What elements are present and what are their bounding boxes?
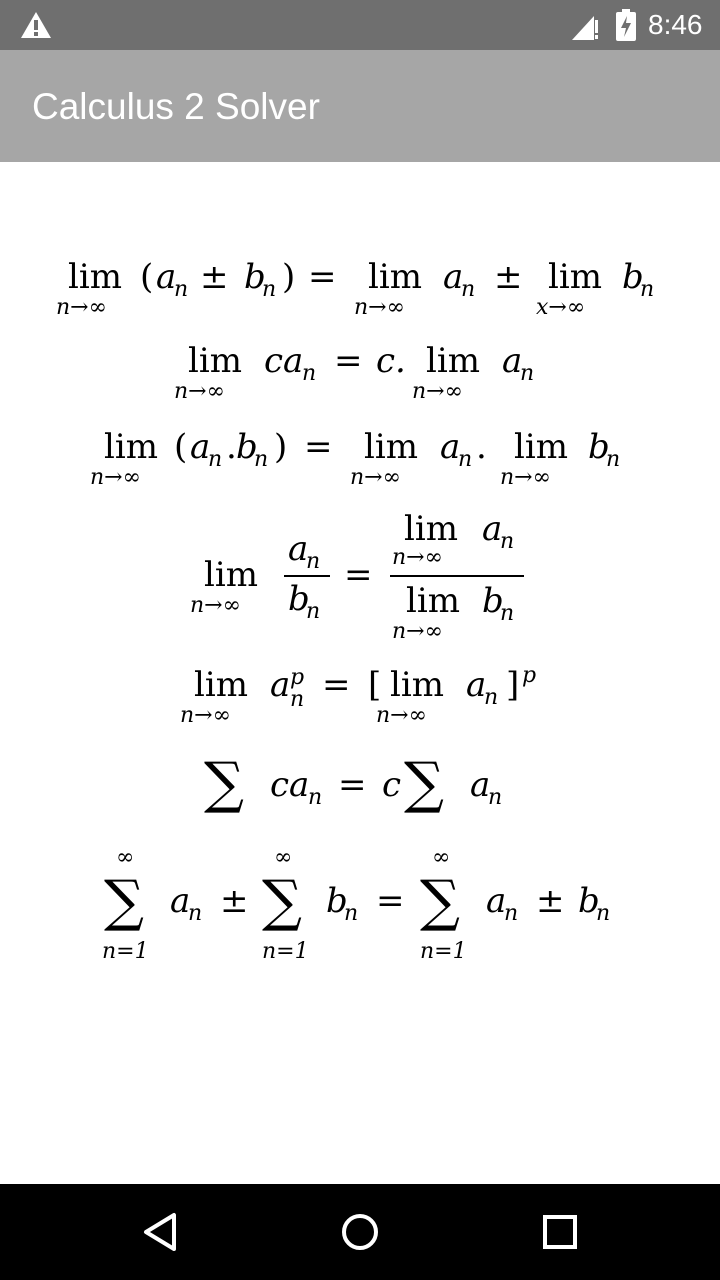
svg-text:a: a (502, 341, 523, 381)
svg-text:n: n (458, 447, 473, 472)
svg-text:=: = (322, 665, 351, 705)
svg-text:n→∞: n→∞ (90, 465, 141, 490)
svg-text:b: b (236, 427, 258, 467)
formula-limit-sum (56, 257, 654, 320)
svg-text:n→∞: n→∞ (392, 545, 443, 570)
recents-icon[interactable] (536, 1208, 584, 1256)
svg-text:n→∞: n→∞ (190, 593, 241, 618)
svg-text:ca: ca (270, 765, 310, 805)
svg-text:x→∞: x→∞ (536, 295, 586, 320)
svg-text:n: n (302, 361, 317, 386)
svg-text:b: b (588, 427, 610, 467)
svg-text:n: n (484, 685, 499, 710)
home-icon[interactable] (336, 1208, 384, 1256)
svg-text:n: n (500, 601, 515, 626)
svg-text:n: n (188, 901, 203, 926)
svg-text:n→∞: n→∞ (56, 295, 107, 320)
svg-text:∞: ∞ (116, 845, 135, 870)
app-title: Calculus 2 Solver (32, 86, 320, 127)
svg-text:lim: lim (68, 257, 122, 297)
svg-text:±: ± (536, 881, 565, 921)
svg-text:∑: ∑ (404, 751, 444, 816)
svg-text:[: [ (368, 665, 382, 705)
svg-text:n→∞: n→∞ (412, 379, 463, 404)
svg-text:n: n (596, 901, 611, 926)
svg-text:c.: c. (376, 341, 406, 381)
svg-text:n→∞: n→∞ (354, 295, 405, 320)
svg-text:=: = (376, 881, 405, 921)
svg-text:∑: ∑ (204, 751, 244, 816)
svg-text:b: b (578, 881, 600, 921)
svg-text:a: a (288, 529, 309, 569)
svg-text:(: ( (140, 257, 154, 297)
svg-text:lim: lim (390, 665, 444, 705)
svg-text:∑: ∑ (420, 869, 460, 934)
svg-text:.: . (226, 427, 237, 467)
svg-text:n=1: n=1 (420, 939, 467, 964)
svg-text:n=1: n=1 (102, 939, 149, 964)
content-area (0, 162, 720, 1184)
svg-text:=: = (304, 427, 333, 467)
svg-text:±: ± (494, 257, 523, 297)
svg-text:n: n (208, 447, 223, 472)
svg-text:ca: ca (264, 341, 304, 381)
svg-text:a: a (466, 665, 487, 705)
svg-text:n: n (606, 447, 621, 472)
svg-text:b: b (288, 579, 310, 619)
status-bar (0, 0, 720, 50)
svg-text:a: a (190, 427, 211, 467)
svg-text:∞: ∞ (432, 845, 451, 870)
svg-text:n: n (290, 687, 305, 712)
svg-text:n: n (640, 277, 655, 302)
formula-limit-constant (174, 341, 534, 404)
svg-text:n→∞: n→∞ (174, 379, 225, 404)
svg-text:b: b (622, 257, 644, 297)
svg-text:lim: lim (368, 257, 422, 297)
svg-text:=: = (338, 765, 367, 805)
svg-text:c: c (382, 765, 402, 805)
svg-text:a: a (440, 427, 461, 467)
limit-rules-formula-image (0, 162, 720, 1184)
svg-text:a: a (170, 881, 191, 921)
svg-text:∑: ∑ (104, 869, 144, 934)
svg-text:a: a (443, 257, 464, 297)
svg-text:p: p (290, 665, 305, 690)
app-bar (0, 50, 720, 162)
svg-text:a: a (470, 765, 491, 805)
svg-text:p: p (522, 663, 537, 688)
svg-text:∑: ∑ (262, 869, 302, 934)
svg-text:lim: lim (104, 427, 158, 467)
svg-text:n: n (488, 785, 503, 810)
svg-text:): ) (282, 257, 296, 297)
svg-text:]: ] (506, 665, 520, 705)
svg-text:n: n (504, 901, 519, 926)
svg-text:±: ± (200, 257, 229, 297)
svg-text:n: n (344, 901, 359, 926)
warning-icon (20, 11, 52, 39)
svg-text:lim: lim (514, 427, 568, 467)
svg-text:n: n (306, 599, 321, 624)
svg-text:n: n (306, 549, 321, 574)
svg-text:=: = (344, 555, 373, 595)
svg-text:lim: lim (426, 341, 480, 381)
svg-text:n: n (461, 277, 476, 302)
svg-text:lim: lim (406, 581, 460, 621)
svg-text:lim: lim (194, 665, 248, 705)
svg-text:a: a (482, 509, 503, 549)
svg-text:a: a (486, 881, 507, 921)
navigation-bar (0, 1184, 720, 1280)
svg-text:n=1: n=1 (262, 939, 309, 964)
svg-text:lim: lim (404, 509, 458, 549)
svg-text:lim: lim (548, 257, 602, 297)
battery-charging-icon (616, 9, 636, 41)
svg-text:n→∞: n→∞ (376, 703, 427, 728)
svg-text:n: n (520, 361, 535, 386)
svg-text:a: a (270, 665, 291, 705)
svg-text:.: . (476, 427, 487, 467)
svg-text:n→∞: n→∞ (180, 703, 231, 728)
svg-text:n: n (500, 529, 515, 554)
svg-text:lim: lim (204, 555, 258, 595)
svg-text:=: = (334, 341, 363, 381)
svg-text:n: n (262, 277, 277, 302)
svg-text:n→∞: n→∞ (350, 465, 401, 490)
svg-text:a: a (156, 257, 177, 297)
svg-text:n: n (174, 277, 189, 302)
formula-limit-power (180, 663, 536, 728)
svg-text:(: ( (174, 427, 188, 467)
svg-text:b: b (244, 257, 266, 297)
svg-text:b: b (326, 881, 348, 921)
formula-sum-of-series (102, 845, 610, 964)
svg-text:±: ± (220, 881, 249, 921)
svg-text:n: n (308, 785, 323, 810)
formula-limit-product (90, 427, 620, 490)
svg-text:lim: lim (188, 341, 242, 381)
formula-sum-constant (204, 751, 502, 816)
svg-text:b: b (482, 581, 504, 621)
svg-text:n→∞: n→∞ (392, 619, 443, 644)
svg-text:lim: lim (364, 427, 418, 467)
back-icon[interactable] (136, 1208, 184, 1256)
svg-text:): ) (274, 427, 288, 467)
svg-text:n→∞: n→∞ (500, 465, 551, 490)
svg-text:∞: ∞ (274, 845, 293, 870)
svg-text:=: = (308, 257, 337, 297)
signal-icon (570, 12, 600, 42)
status-time: 8:46 (648, 9, 703, 40)
formula-limit-quotient (190, 509, 524, 644)
svg-text:n: n (254, 447, 269, 472)
